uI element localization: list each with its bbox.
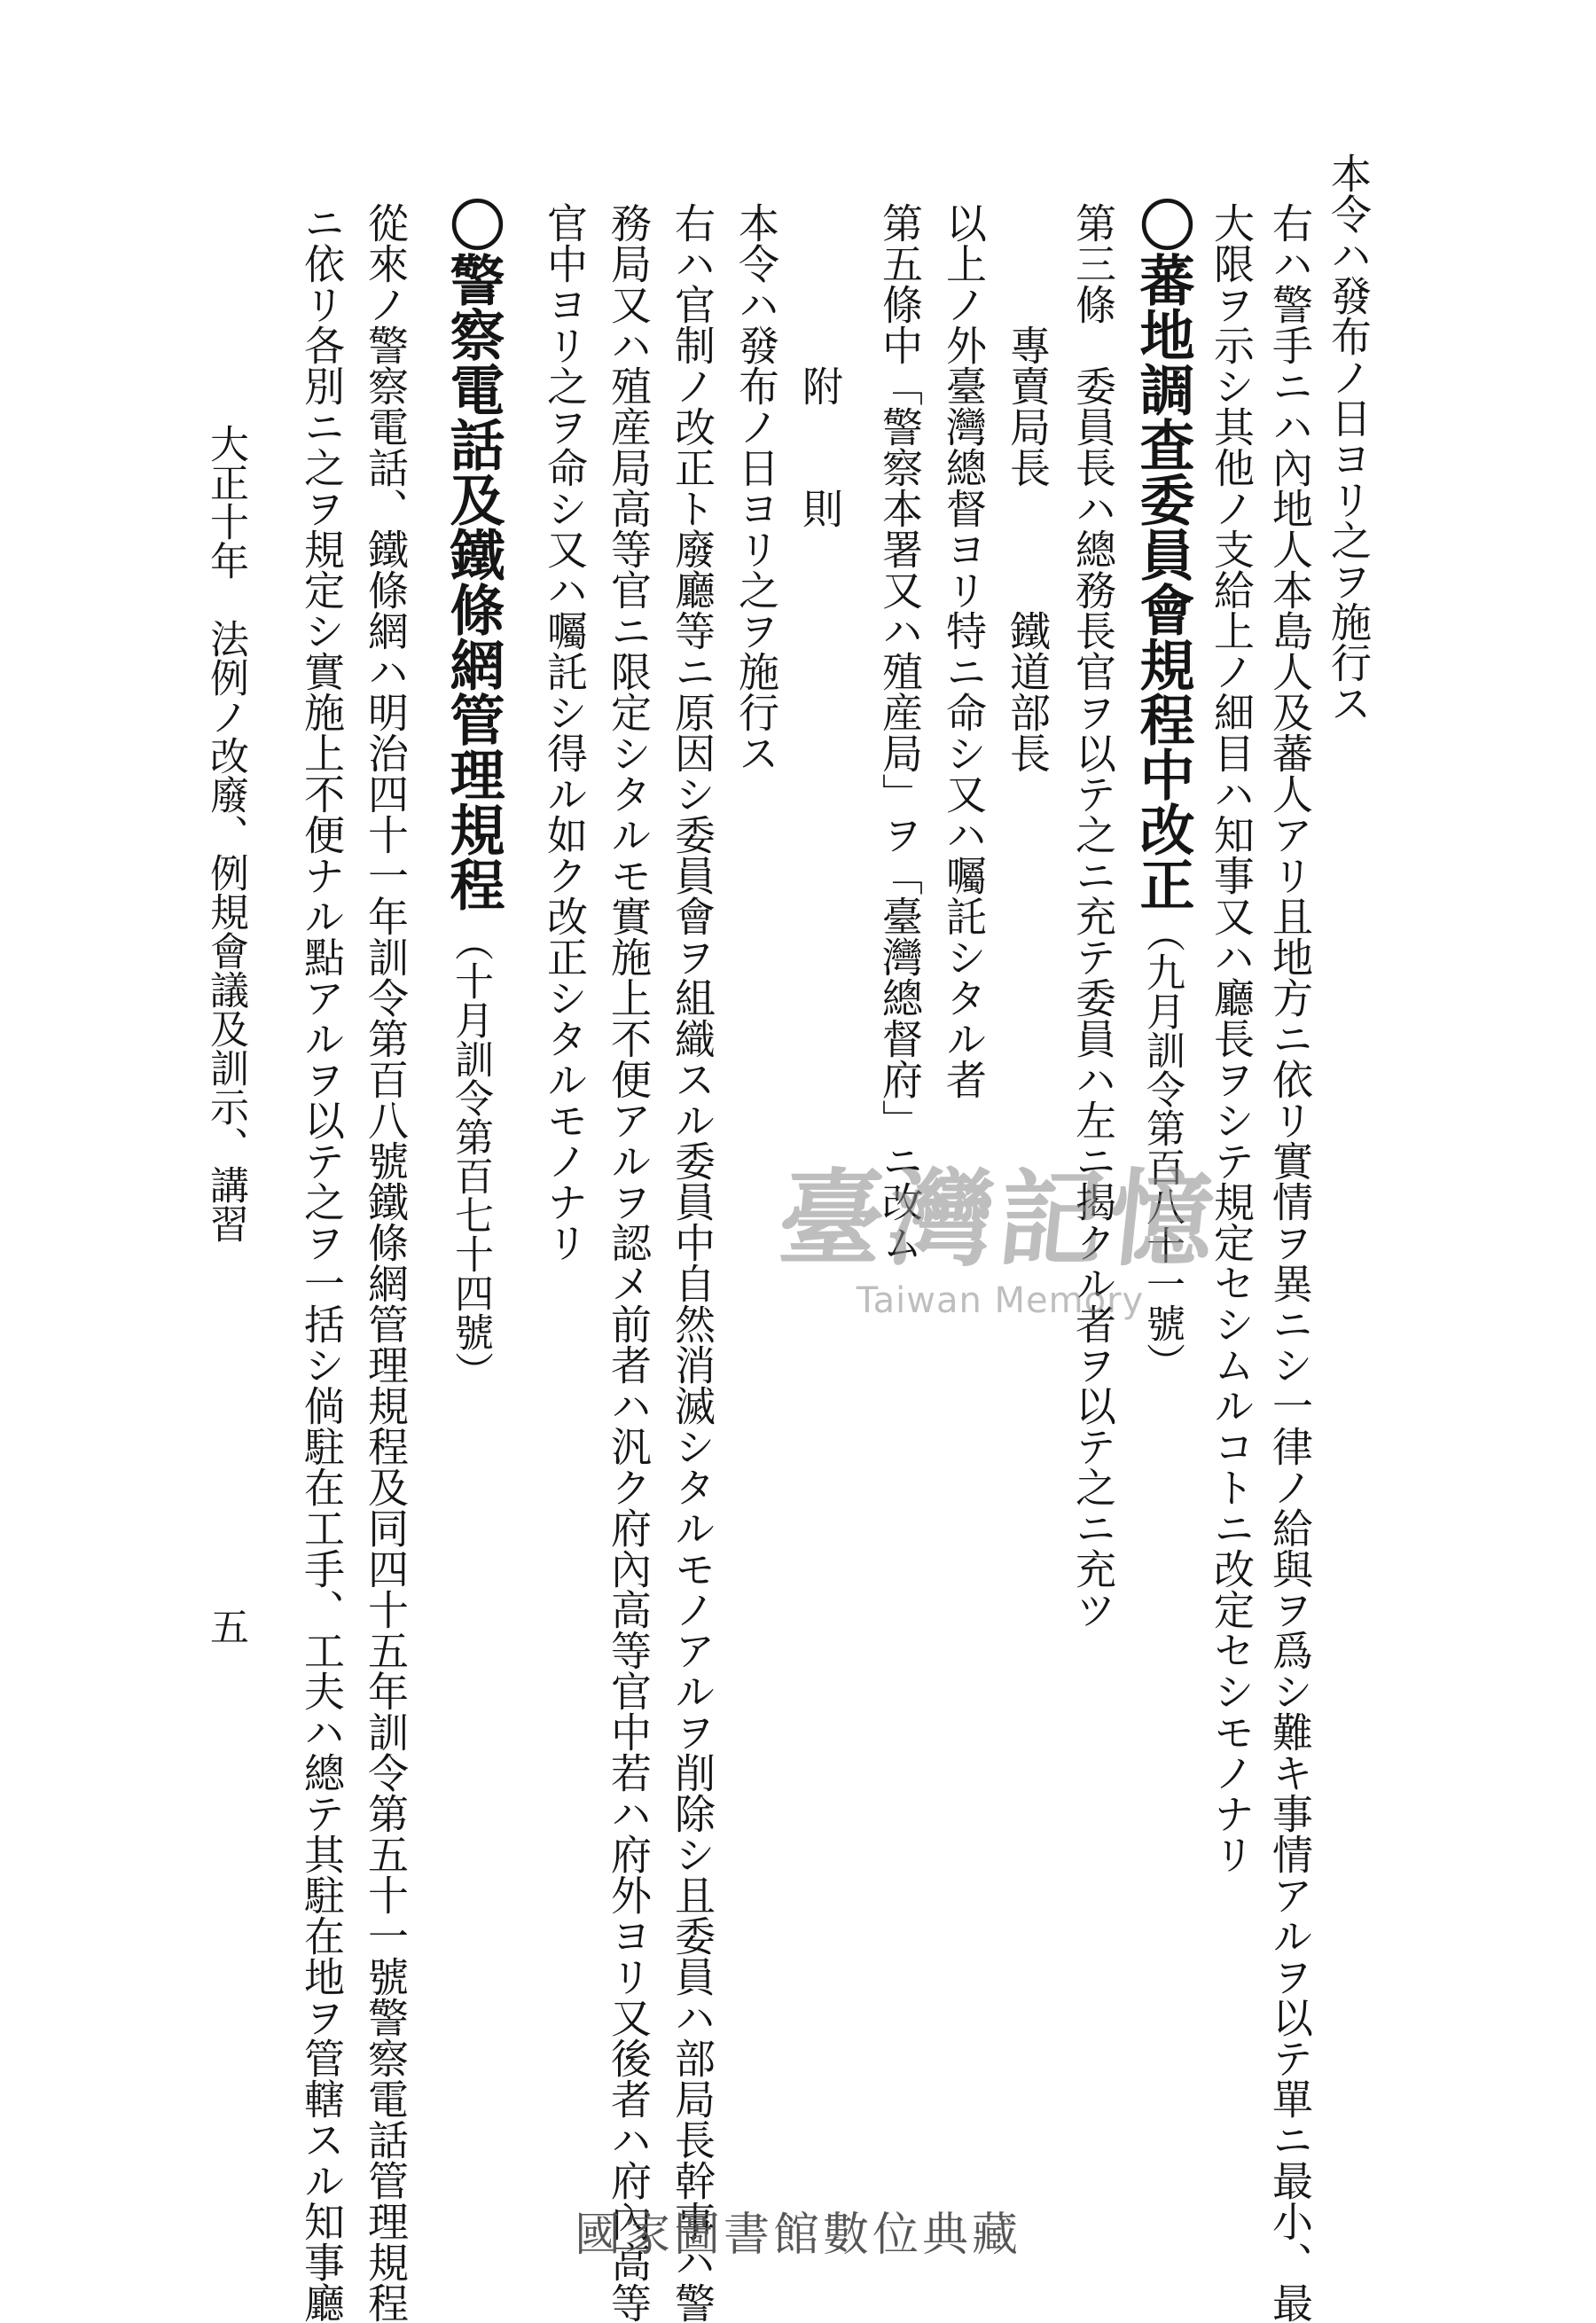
text-column-member-list: 專賣局長 鐵道部長 bbox=[1004, 202, 1052, 773]
watermark-main: 臺灣記憶 bbox=[772, 1157, 1226, 1280]
text-column-3: 大限ヲ示シ其他ノ支給上ノ細目ハ知事又ハ廳長ヲシテ規定セシムルコトニ改定セシモノナリ bbox=[1208, 202, 1256, 1874]
watermark-sub: Taiwan Memory bbox=[856, 1280, 1145, 1321]
heading-bandi-chosa: 〇蕃地調査委員會規程中改正 bbox=[1130, 197, 1195, 911]
text-column-police-1: 從來ノ警察電話、鐵條網ハ明治四十一年訓令第百八號鐵條網管理規程及同四十五年訓令第五十一號警察電話管理規程 bbox=[362, 202, 410, 2323]
supplementary-provisions-heading: 附 則 bbox=[796, 202, 844, 528]
text-column-enforcement: 本令ハ發布ノ日ヨリ之ヲ施行ス bbox=[732, 202, 780, 773]
text-column-reason-1: 右ハ官制ノ改正ト廢廳等ニ原因シ委員會ヲ組織スル委員中自然消滅シタルモノアルヲ削除シ且委員ハ部局長幹事ハ警 bbox=[669, 202, 716, 2323]
footer-archive-label: 國家圖書館數位典藏 bbox=[574, 2209, 1021, 2262]
text-column-2: 右ハ警手ニハ內地人本島人及蕃人アリ且地方ニ依リ實情ヲ異ニシ一律ノ給與ヲ爲シ難キ事情アルヲ以テ單ニ最小、最 bbox=[1266, 202, 1314, 2323]
text-column-reason-2: 務局又ハ殖産局高等官ニ限定シタルモ實施上不便アルヲ認メ前者ハ汎ク府內高等官中若ハ府外ヨリ又後者ハ府內高等 bbox=[605, 202, 653, 2323]
text-column-article-5: 第五條中「警察本署又ハ殖産局」ヲ「臺灣總督府」ニ改ム bbox=[876, 202, 924, 1263]
heading-bandi-chosa-note: （九月訓令第百八十一號） bbox=[1139, 913, 1185, 1381]
heading-police-telephone-note: （十月訓令第百七十四號） bbox=[448, 922, 493, 1390]
text-column-police-2: ニ依リ各別ニ之ヲ規定シ實施上不便ナル點アルヲ以テ之ヲ一括シ倘駐在工手、工夫ハ總テ其駐在地ヲ管轄スル知事廳 bbox=[298, 202, 346, 2323]
text-column-reason-3: 官中ヨリ之ヲ命シ又ハ囑託シ得ル如ク改正シタルモノナリ bbox=[541, 202, 589, 1263]
page-number: 五 bbox=[203, 1607, 248, 1646]
text-column-1: 本令ハ發布ノ日ヨリ之ヲ施行ス bbox=[1325, 153, 1373, 723]
text-column-article-3: 第三條 委員長ハ總務長官ヲ以テ之ニ充テ委員ハ左ニ揭クル者ヲ以テ之ニ充ツ bbox=[1069, 202, 1117, 1630]
running-header-title: 大正十年 法例ノ改廢、例規會議及訓示、講習 bbox=[203, 424, 248, 1243]
text-column-5: 以上ノ外臺灣總督ヨリ特ニ命シ又ハ囑託シタル者 bbox=[940, 202, 988, 1099]
heading-police-telephone: 〇警察電話及鐵條網管理規程 bbox=[441, 197, 505, 911]
